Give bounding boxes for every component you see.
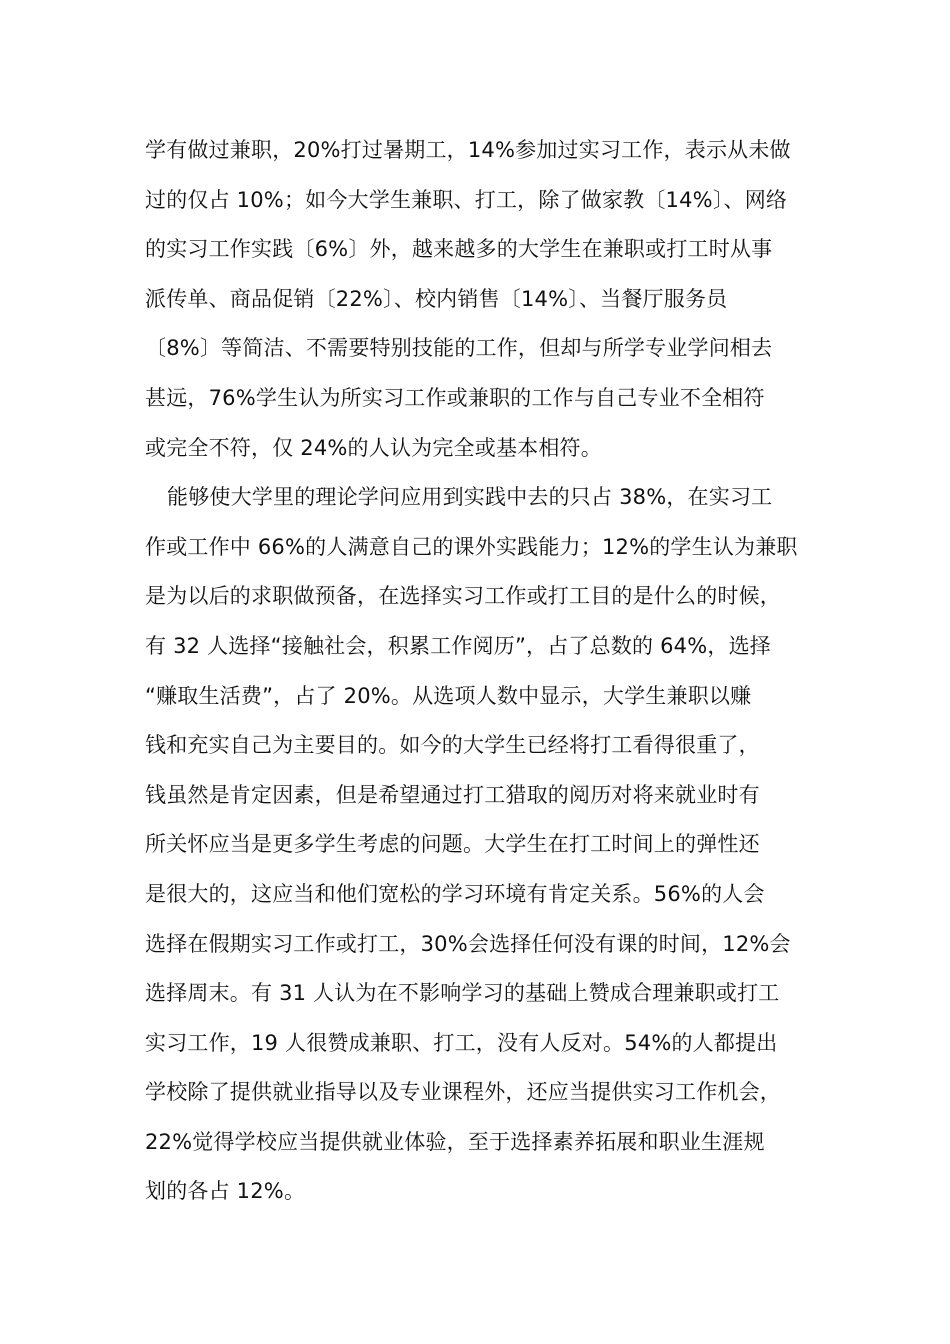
text-line-10: 是为以后的求职做预备，在选择实习工作或打工目的是什么的时候， (145, 584, 781, 609)
text-line-16: 是很大的，这应当和他们宽松的学习环境有肯定关系。56%的人会 (145, 881, 765, 906)
text-line-18: 选择周末。有 31 人认为在不影响学习的基础上赞成合理兼职或打工 (145, 981, 780, 1006)
text-line-12: “赚取生活费”，占了 20%。从选项人数中显示，大学生兼职以赚 (145, 683, 752, 708)
text-line-15: 所关怀应当是更多学生考虑的问题。大学生在打工时间上的弹性还 (145, 832, 760, 857)
text-line-19: 实习工作，19 人很赞成兼职、打工，没有人反对。54%的人都提出 (145, 1030, 778, 1055)
text-line-7: 或完全不符，仅 24%的人认为完全或基本相符。 (145, 435, 602, 460)
text-line-3: 的实习工作实践〔6%〕外，越来越多的大学生在兼职或打工时从事 (145, 237, 773, 262)
text-line-11: 有 32 人选择“接触社会，积累工作阅历”，占了总数的 64%，选择 (145, 633, 771, 658)
text-line-22: 划的各占 12%。 (145, 1179, 306, 1204)
text-line-5: 〔8%〕等简洁、不需要特别技能的工作，但却与所学专业学问相去 (145, 336, 773, 361)
body-text (145, 126, 845, 1217)
text-line-9: 作或工作中 66%的人满意自己的课外实践能力；12%的学生认为兼职 (145, 534, 798, 559)
text-line-13: 钱和充实自己为主要目的。如今的大学生已经将打工看得很重了， (145, 733, 760, 758)
text-line-4: 派传单、商品促销〔22%〕、校内销售〔14%〕、当餐厅服务员 (145, 286, 728, 311)
text-line-1: 学有做过兼职，20%打过暑期工，14%参加过实习工作，表示从未做 (145, 138, 791, 162)
text-line-14: 钱虽然是肯定因素，但是希望通过打工猎取的阅历对将来就业时有 (145, 782, 760, 807)
text-line-20: 学校除了提供就业指导以及专业课程外，还应当提供实习工作机会， (145, 1080, 781, 1105)
text-line-2: 过的仅占 10%；如今大学生兼职、打工，除了做家教〔14%〕、网络 (145, 187, 788, 212)
text-line-21: 22%觉得学校应当提供就业体验，至于选择素养拓展和职业生涯规 (145, 1129, 765, 1154)
text-line-17: 选择在假期实习工作或打工，30%会选择任何没有课的时间，12%会 (145, 931, 791, 956)
text-line-8: 能够使大学里的理论学问应用到实践中去的只占 38%，在实习工 (167, 485, 773, 510)
text-line-6: 甚远，76%学生认为所实习工作或兼职的工作与自己专业不全相符 (145, 385, 765, 410)
